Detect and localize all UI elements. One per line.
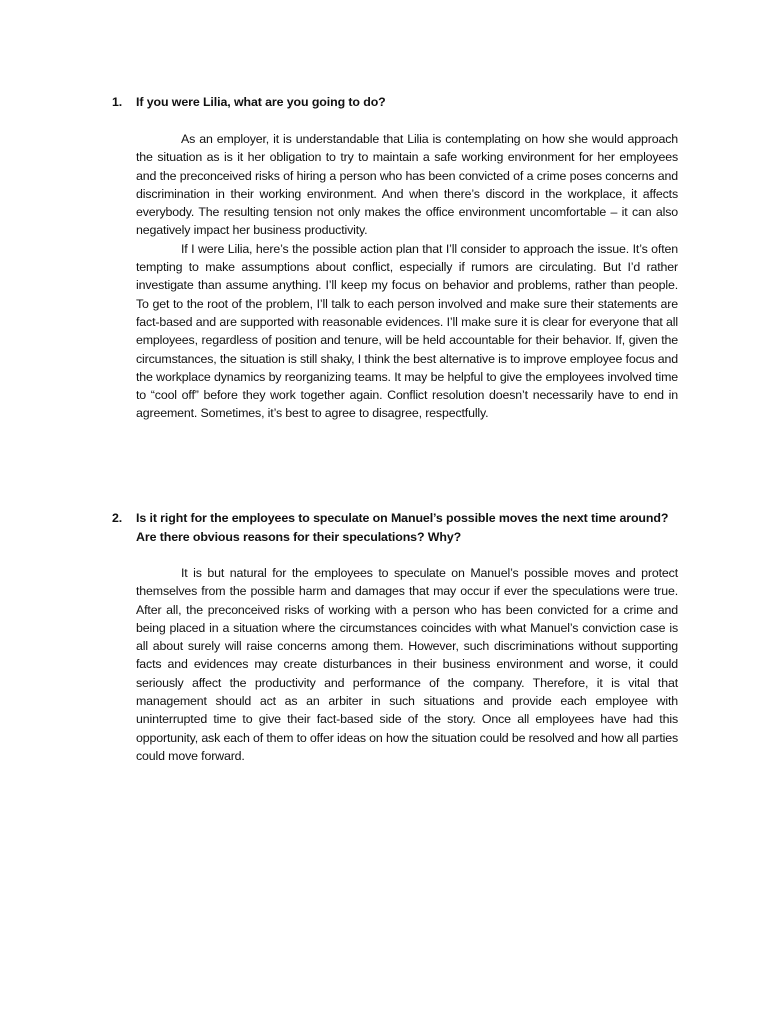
answer-2-paragraph-1: It is but natural for the employees to speculate on Manuel’s possible moves and protect themselves from the possible harm and damages that may occur if ever the speculations were true. After all, the preconceived risks of working with a person who has been convicted for a crime and being placed in a situation where the circumstances coincides with what Manuel’s conviction case is all about surely will raise concerns among them. However, such discriminations without supporting facts and evidences may create disturbances in their business environment and worse, it could seriously affect the productivity and performance of the company. Therefore, it is vital that management should act as an arbiter in such situations and provide each employee with uninterrupted time to give their fact-based side of the story. Once all employees have had this opportunity, ask each of them to offer ideas on how the situation could be resolved and how all parties could move forward. (136, 566, 679, 763)
question-1-text: If you were Lilia, what are you going to do? (136, 95, 386, 109)
question-2-heading (112, 509, 678, 547)
answer-1-paragraph-2: If I were Lilia, here’s the possible action plan that I’ll consider to approach the issue. It’s often tempting to make assumptions about conflict, especially if rumors are circulating. But I’d rather investigate than assume anything. I’ll keep my focus on behavior and problems, rather than people. To get to the root of the problem, I’ll talk to each person involved and make sure their statements are fact-based and are supported with reasonable evidences. I’ll make sure it is clear for everyone that all employees, regardless of position and tenure, will be held accountable for their behavior. If, given the circumstances, the situation is still shaky, I think the best alternative is to improve employee focus and the workplace dynamics by reorganizing teams. It may be helpful to give the employees involved time to “cool off” before they work together again. Conflict resolution doesn’t necessarily have to end in agreement. Sometimes, it’s best to agree to disagree, respectfully. (136, 241, 678, 421)
answer-1-paragraph-1: As an employer, it is understandable that Lilia is contemplating on how she would approach the situation as is it her obligation to try to maintain a safe working environment for her employees and the preconceived risks of hiring a person who has been convicted of a crime poses concerns and discrimination in their working environment. And when there’s discord in the workplace, it affects everybody. The resulting tension not only makes the office environment uncomfortable – it can also negatively impact her business productivity. (136, 132, 678, 238)
question-1-answer (136, 130, 678, 423)
question-1-number: 1. (112, 95, 123, 109)
question-1-heading (112, 93, 678, 112)
question-2-text: Is it right for the employees to speculate on Manuel’s possible moves the next time around? Are there obvious reasons for their speculations? Why? (136, 511, 669, 544)
question-2-answer (136, 564, 678, 765)
question-2-number: 2. (112, 511, 123, 525)
